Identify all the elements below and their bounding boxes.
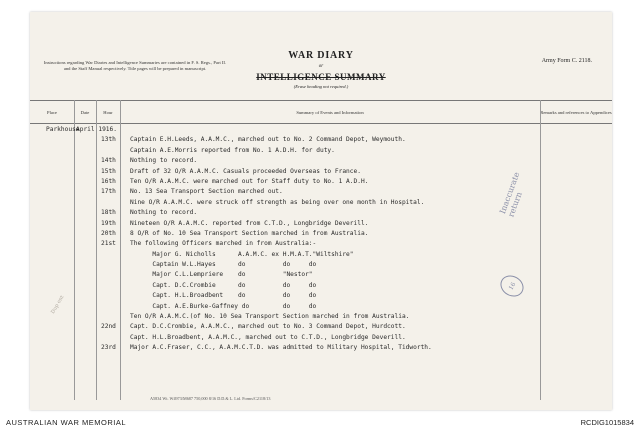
diary-entry-row — [30, 220, 612, 230]
diary-entry-row — [30, 240, 612, 250]
diary-entry-row — [30, 157, 612, 167]
diary-entry-row — [30, 271, 612, 281]
diary-entry-row — [30, 344, 612, 354]
entry-day: 14th — [101, 157, 116, 165]
war-diary-page — [30, 12, 612, 410]
diary-entry-row — [30, 292, 612, 302]
diary-entry-row — [30, 334, 612, 344]
entry-day: 16th — [101, 177, 116, 185]
entry-text: Captain A.E.Morris reported from No. 1 A.D.H. for duty. — [130, 146, 335, 154]
entry-text: Nothing to record. — [130, 157, 198, 165]
entry-text: 8 O/R of No. 10 Sea Transport Section marched in from Australia. — [130, 229, 369, 237]
diary-entry-row — [30, 251, 612, 261]
entry-day: 23rd — [101, 344, 116, 352]
col-date: Date — [80, 109, 90, 115]
instructions-text: Instructions regarding War Diaries and Intelligence Summaries are contained in F. S. Regs., Part II. and the Staff Manual respectively. Title pages will be prepared in manuscript. — [43, 60, 227, 71]
circled-number: 16 — [497, 271, 528, 300]
entry-text: Major A.C.Fraser, C.C., A.A.M.C.T.D. was admitted to Military Hospital, Tidworth. — [130, 344, 432, 352]
entry-text: Nine O/R A.A.M.C. were struck off strength as being over one month in Hospital. — [130, 198, 425, 206]
diary-entry-row — [30, 199, 612, 209]
diary-entry-row — [30, 230, 612, 240]
entry-text: No. 13 Sea Transport Section marched out. — [130, 188, 283, 196]
entry-text: Capt. D.C.Crombie do do do — [130, 281, 317, 289]
entry-text: Captain W.L.Hayes do do do — [130, 261, 317, 269]
entry-day: 19th — [101, 219, 116, 227]
entry-text: Capt. A.E.Burke-Gaffney do do do — [130, 302, 317, 310]
entry-text: Capt. D.C.Crombie, A.A.M.C., marched out to No. 3 Command Depot, Hurdcott. — [130, 323, 406, 331]
column-header-row — [30, 100, 612, 124]
entry-day: 15th — [101, 167, 116, 175]
entry-text: Capt. H.L.Broadbent do do do — [130, 292, 317, 300]
diary-entries — [30, 126, 612, 355]
entry-day: 13th — [101, 136, 116, 144]
entry-day: 22nd — [101, 323, 116, 331]
entry-text: Major G. Nicholls A.A.M.C. ex H.M.A.T."Wiltshire" — [130, 250, 354, 258]
entry-day: 21st — [101, 240, 116, 248]
entry-text: The following Officers marched in from Australia:- — [130, 240, 317, 248]
entry-text: Nothing to record. — [130, 209, 198, 217]
form-or: or — [318, 64, 324, 69]
pencil-note: Dup ent — [50, 294, 66, 315]
printer-line: A5834 Wt. W4973/M687 750,000 8/16 D.D.& L. Ltd. Forms/C2118/13 — [150, 396, 271, 401]
diary-entry-row — [30, 282, 612, 292]
entry-text: Capt. H.L.Broadbent, A.A.M.C., marched out to C.T.D., Longbridge Deverill. — [130, 333, 406, 341]
entry-text: Captain E.H.Leeds, A.A.M.C., marched out to No. 2 Command Depot, Weymouth. — [130, 136, 406, 144]
entry-day: 17th — [101, 188, 116, 196]
army-form-number: Army Form C. 2118. — [541, 58, 592, 64]
entry-day: 20th — [101, 229, 116, 237]
form-subtitle: INTELLIGENCE SUMMARY — [256, 72, 386, 82]
footer-institution: AUSTRALIAN WAR MEMORIAL — [6, 418, 126, 427]
diary-entry-row — [30, 303, 612, 313]
entry-text: Ten O/R A.A.M.C.(of No. 10 Sea Transport Section marched in from Australia. — [130, 313, 410, 321]
entry-day: 18th — [101, 209, 116, 217]
entry-text: Draft of 32 O/R A.A.M.C. Casuals proceeded Overseas to France. — [130, 167, 361, 175]
diary-entry-row — [30, 136, 612, 146]
col-summary: Summary of Events and Information — [296, 109, 364, 115]
col-place: Place — [47, 109, 57, 115]
margin-handwritten-note: Inaccurate return — [498, 170, 524, 219]
place: Parkhouse — [46, 126, 80, 133]
diary-header-row — [30, 126, 612, 136]
month-year: April 1916. — [76, 126, 117, 133]
entry-text: Nineteen O/R A.A.M.C. reported from C.T.D., Longbridge Deverill. — [130, 219, 369, 227]
col-hour: Hour — [103, 109, 113, 115]
form-subnote: (Erase heading not required.) — [293, 84, 349, 89]
diary-entry-row — [30, 209, 612, 219]
entry-text: Major C.L.Lempriere do "Nestor" — [130, 271, 313, 279]
diary-entry-row — [30, 313, 612, 323]
col-remarks: Remarks and references to Appendices — [540, 109, 612, 115]
footer-record-id: RCDIG1015834 — [580, 418, 634, 427]
form-title: WAR DIARY — [288, 50, 354, 61]
diary-entry-row — [30, 147, 612, 157]
entry-text: Ten O/R A.A.M.C. were marched out for Staff duty to No. 1 A.D.H. — [130, 177, 369, 185]
diary-entry-row — [30, 261, 612, 271]
diary-entry-row — [30, 323, 612, 333]
